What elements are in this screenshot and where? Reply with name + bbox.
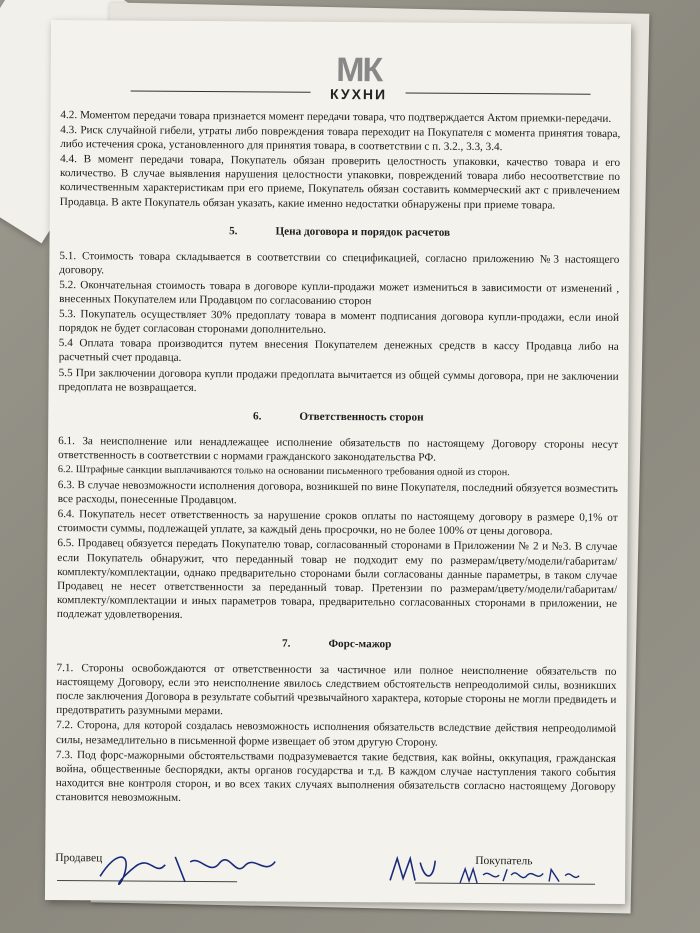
section-7-number: 7. xyxy=(282,637,291,650)
section-6-number: 6. xyxy=(253,410,262,423)
section-5-number: 5. xyxy=(229,224,238,237)
clause-6-2: 6.2. Штрафные санкции выплачиваются только на основании письменного требования одной из сторон. xyxy=(57,464,510,479)
seller-signature xyxy=(95,846,295,889)
clause-5-3: 5.3. Покупатель осуществляет 30% предоплату товара в момент подписания договора купли-продажи, если иной порядок не будет согласован сторонами дополнительно. xyxy=(58,308,620,337)
clause-4-3: 4.3. Риск случайной гибели, утраты либо повреждения товара переходит на Покупателя с момента принятия товара, либо истечения срока, установленного для принятия товара, в соответствии с п. 3.2., 3.3, 3.4. xyxy=(60,124,621,154)
section-7-heading xyxy=(57,635,617,653)
clause-5-2: 5.2. Окончательная стоимость товара в договоре купли-продажи может измениться в зависимости от изменений , внесенных Покупателем или Продавцом по согласованию сторон xyxy=(59,278,620,308)
clause-5-1: 5.1. Стоимость товара складывается в соответствии со спецификацией, согласно приложению №3 настоящего договору. xyxy=(59,249,620,277)
section-5-heading xyxy=(60,223,620,241)
signature-block xyxy=(55,852,615,896)
contract-text xyxy=(56,108,621,809)
clause-7-2: 7.2. Сторона, для которой создалась невозможность исполнения обязательств вследствие действия непреодолимой силы, незамедлительно в письменной форме извещает об этом другую Сторону. xyxy=(56,719,617,749)
clause-6-4: 6.4. Покупатель несет ответственность за нарушение сроков оплаты по настоящему договору в размере 0,1% от стоимости суммы, подлежащей уплате, за каждый день просрочки, но не более 100% от цены договора. xyxy=(57,508,618,538)
document-page xyxy=(45,20,631,904)
clause-5-4: 5.4 Оплата товара производится путем внесения Покупателем денежных средств в кассу Продавца либо на расчетный счет продавца. xyxy=(58,337,619,365)
buyer-signature xyxy=(385,850,455,888)
buyer-handwritten-name xyxy=(455,861,585,892)
clause-4-4: 4.4. В момент передачи товара, Покупатель обязан проверить целостность упаковки, качество товара и его количество. В случае выявления нарушения целостности упаковки, повреждений товара либо несоответствие по количественным характеристикам при его приеме, Покупатель обязан составить коммерческий акт с привлечением Продавца. В акте Покупатель обязан указать, какие именно недостатки обнаружены при приеме товара. xyxy=(59,153,621,212)
clause-6-5: 6.5. Продавец обязуется передать Покупателю товар, согласованный сторонами в Приложении № 2 и №3. В случае если Покупатель обнаружит, что переданный товар не подходит ему по размерам/цвету/модели/габаритам/комплекту/комплектации, однако предварительно сторонами были согласованы данные параметры, в таком случае Продавец не несет ответственности за переданный товар. Претензии по размерам/цвету/модели/габаритам/ комплекту/комплектации и иных параметров товара, предварительно согласованных сторонами в приложении, не подлежат удовлетворения. xyxy=(56,537,618,621)
clause-7-3: 7.3. Под форс-мажорными обстоятельствами подразумевается такие бедствия, как войны, оккупация, гражданская война, общественные беспорядки, акты органов государства и т.д. В каждом случае наступления такого события находится вне контроля сторон, и во всех таких случаях выполнения обязательств согласно настоящему Договору становится невозможным. xyxy=(55,748,616,804)
buyer-label: Покупатель xyxy=(475,854,533,868)
clause-5-5: 5.5 При заключении договора купли продажи предоплата вычитается из общей суммы договора, при не заключении предоплата не возвращается. xyxy=(58,366,619,394)
section-5-title: Цена договора и порядок расчетов xyxy=(275,225,451,239)
logo-mk: МК xyxy=(336,50,382,90)
logo-rule-right xyxy=(406,92,591,94)
logo-rule-left xyxy=(131,91,311,93)
company-logo xyxy=(319,50,399,103)
seller-label: Продавец xyxy=(55,852,103,865)
clause-6-3: 6.3. В случае невозможности исполнения договора, возникшей по вине Покупателя, последний обязуется возместить все расходы, понесенные Продавцом. xyxy=(57,479,618,507)
clause-4-2: 4.2. Моментом передачи товара признается момент передачи товара, что подтверждается Актом приемки-передачи. xyxy=(60,109,612,125)
section-6-heading xyxy=(58,408,618,426)
section-7-title: Форс-мажор xyxy=(328,637,392,651)
logo-kuhni: КУХНИ xyxy=(329,85,388,103)
clause-7-1: 7.1. Стороны освобождаются от ответственности за частичное или полное неисполнение обязательств по настоящему Договору, если это неисполнение явилось следствием обстоятельств непреодолимой силы, возникших после заключения Договора в результате событий чрезвычайного характера, которые стороны не могли предвидеть и предотвратить разумными мерами. xyxy=(56,662,617,718)
clause-6-1: 6.1. За неисполнение или ненадлежащее исполнение обязательств по настоящему Договору стороны несут ответственность в соответствии с нормами гражданского законодательства РФ. xyxy=(58,434,619,464)
section-6-title: Ответственность сторон xyxy=(299,410,424,424)
